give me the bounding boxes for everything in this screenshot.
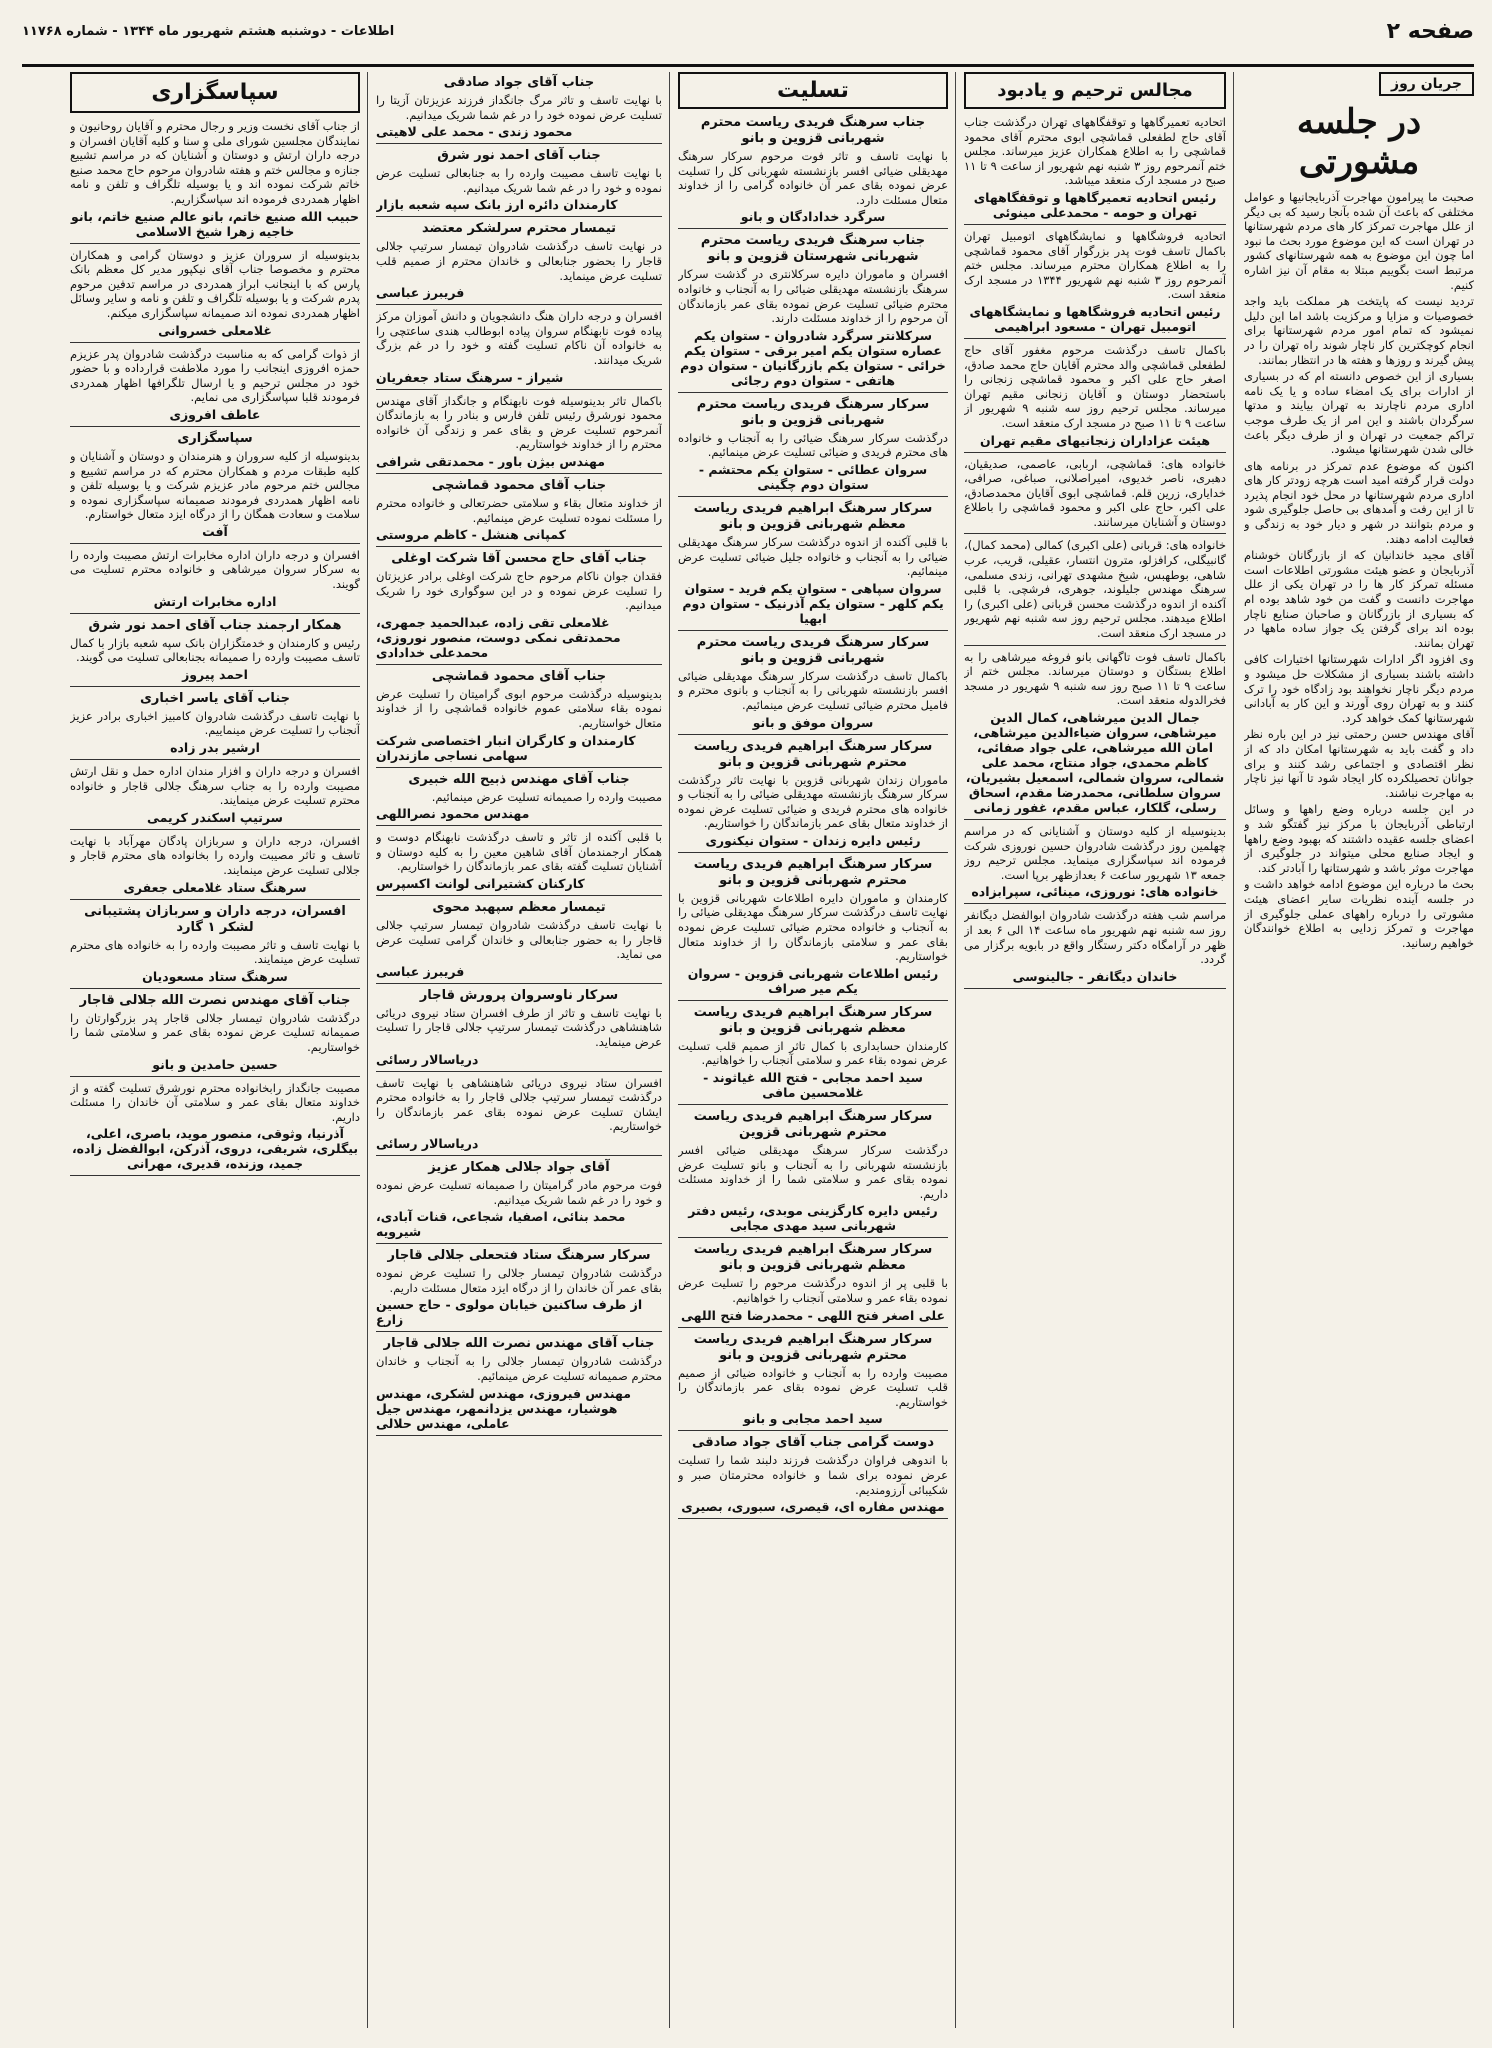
notice-divider xyxy=(678,734,948,735)
notice-text: از خداوند متعال بقاء و سلامتی حضرتعالی و خانواده محترم را مسئلت نموده تسلیت عرض مینمائیم. xyxy=(376,495,662,525)
notice-title: سرکار سرهنگ ابراهیم فریدی ریاست محترم شهربانی قزوین و بانو xyxy=(693,856,933,888)
notice-text: مصیبت جانگداز رابخانواده محترم نورشرق تسلیت گفته و از خداوند متعال بقای عمر و سلامتی آن خاندان را مسئلت داریم. xyxy=(70,1080,360,1124)
notice-text: با نهایت تاسف و تاثر فوت مرحوم سرکار سرهنگ مهدیقلی ضیائی افسر بازنشسته شهربانی کل را تسلیت عرض نموده بقای عمر آن خانواده گرامی را از خداوند متعال مسئلت دارد. xyxy=(678,149,948,207)
notice-text: باکمال تاسف درگذشت سرکار سرهنگ مهدیقلی ضیائی افسر بازنشسته شهربانی را به آنجناب و بانوی محترم و فامیل محترم ضیائی تسلیت عرض مینمائیم. xyxy=(678,668,948,712)
notice-divider xyxy=(70,543,360,544)
notice-signature: خانواده های: نوروزی، مینائی، سپرابزاده xyxy=(971,884,1219,900)
paragraph: بحث ما درباره این موضوع ادامه خواهد داشت و در جلسه آینده نظریات سایر اعضای هیئت مشورتی را درباره راههای عملی جلوگیری از مهاجرت و تمرکز زدایی به اطلاع خوانندگان خواهیم رسانید. xyxy=(1244,877,1474,950)
notice-text: از ذوات گرامی که به مناسبت درگذشت شادروان پدر عزیزم حمزه افروزی اینجانب را مورد ملاطفت قرارداده و با حضور خود در مجلس ترحیم و یا ارسال تلگرافها اظهار همدردی فرمودند قلبا سپاسگزاری می نمایم. xyxy=(70,346,360,405)
paragraph: اکنون که موضوع عدم تمرکز در برنامه های دولت قرار گرفته امید است هرچه زودتر کار های اداری مردم شهرستانها در محل خود انجام پذیرد تا از این رفت و آمدهای بی حاصل جلوگیری شود و مردم بتوانند در شهر و دیار خود به زندگی و فعالیت ادامه دهند. xyxy=(1244,458,1474,546)
paragraph: آقای مهندس حسن رحمتی نیز در این باره نظر داد و گفت باید به شهرستانها امکان داد که از نظر اقتصادی و اجتماعی رشد کنند و برای جوانان تحصیلکرده کار ایجاد شود تا آنها نیز ناچار به مهاجرت نباشند. xyxy=(1244,727,1474,800)
notice-title: افسران، درجه داران و سربازان پشتیبانی لشکر ۱ گارد xyxy=(84,903,346,935)
notice-divider xyxy=(70,899,360,900)
notice-signature: سرگرد خدادادگان و بانو xyxy=(740,209,886,225)
notice-signature: عاطف افروزی xyxy=(169,406,261,422)
notice-signature: کارمندان دائره ارز بانک سپه شعبه بازار xyxy=(376,197,618,213)
notice-title: سرکار سرهنگ فریدی ریاست محترم شهربانی قزوین و بانو xyxy=(696,634,930,666)
notice-divider xyxy=(678,1104,948,1105)
notice-divider xyxy=(376,895,662,896)
notice-text: افسران، درجه داران و سربازان پادگان مهرآباد با نهایت تاسف و تاثر مصیبت وارده را بخانواده های محترم قاجار و جلالی تسلیت عرض مینمایند. xyxy=(70,833,360,877)
notice-signature: سید احمد مجابی و بانو xyxy=(743,1411,883,1427)
notice-title: جناب سرهنگ فریدی ریاست محترم شهربانی قزوین و بانو xyxy=(700,115,926,146)
notice-text: درگذشت شادروان تیمسار جلالی را به آنجناب و خاندان محترم صمیمانه تسلیت عرض مینمائیم. xyxy=(376,1354,662,1383)
notice-signature: ارشیر بدر زاده xyxy=(170,740,260,756)
notice-signature: مهندس بیژن باور - محمدتقی شرافی xyxy=(376,453,605,469)
section-header: سپاسگزاری xyxy=(70,72,360,113)
notice-text: درگذشت شادروان تیمسار جلالی قاجار پدر بزرگوارتان را صمیمانه تسلیت عرض نموده بقای عمر و سلامتی شما را خواستاریم. xyxy=(70,1010,360,1054)
notice-divider xyxy=(376,664,662,665)
notice-divider xyxy=(376,546,662,547)
notice-text: خانواده های: قربانی (علی اکبری) کمالی (محمد کمال)، گانبیگلی، کرافزلو، مترون انتسار، عقیلی، قریب، عرب شاهی، بوطهبس، شیخ مشهدی تهرانی، زندی مسلمی، سرهنگ مهندس جلیلوند، جوهری، فرشچی. با قلبی آکنده از اندوه درگذشت محسن قربانی (علی اکبری) را اطلاع میدهند. مجلس ترحیم روز سه شنبه نهم شهریور در مسجد ارک منعقد است. xyxy=(964,538,1226,641)
notice-title: سرکار سرهنگ فریدی ریاست محترم شهربانی قزوین و بانو xyxy=(696,396,930,428)
notice-title: سرکار سرهنگ ابراهیم فریدی ریاست معظم شهربانی قزوین و بانو xyxy=(693,500,933,532)
notice-title: جناب سرهنگ فریدی ریاست محترم شهربانی شهرستان قزوین و بانو xyxy=(700,233,926,265)
notice-signature: احمد پیروز xyxy=(182,666,248,682)
notice-divider xyxy=(376,143,662,144)
notice-text: با قلبی پر از اندوه درگذشت مرحوم را تسلیت عرض نموده بقاء عمر و سلامتی آنجناب را خواهانیم. xyxy=(678,1276,948,1305)
notice-divider xyxy=(70,1076,360,1077)
paragraph: بسیاری از این خصوص دانسته ام که در بسیاری از ادارات برای یک امضاء ساده و یا یک نامه اداری مردم ناچارند به تهران بیایند و مدتها سرگردان باشند و این امر از یک طرف موجب تراکم جمعیت در تهران و از طرف دیگر باعث خالی شدن شهرستانها میشود. xyxy=(1244,369,1474,457)
notice-signature: رئیس اطلاعات شهربانی قزوین - سروان یکم میر صراف xyxy=(687,965,939,996)
notice-divider xyxy=(376,1155,662,1156)
notice-text: باکمال تاسف فوت تاگهانی بانو فروغه میرشاهی را به اطلاع بستگان و دوستان میرساند. مجلس ختم از ساعت ۹ تا ۱۱ صبح روز سه شنبه ۹ شهریور در مسجد فخرالدوله منعقد است. xyxy=(964,649,1226,708)
section-header: تسلیت xyxy=(678,72,948,109)
notice-text: بدینوسیله از کلیه دوستان و آشنایانی که در مراسم چهلمین روز درگذشت شادروان حسین نوروزی شرکت فرموده اند سپاسگزاری مینماید. مجلس ترحیم روز جمعه ۱۳ شهریور ساعت ۶ بعدازظهر برپا است. xyxy=(964,824,1226,882)
notice-signature: فریبرز عباسی xyxy=(376,285,465,301)
notice-text: بدینوسیله درگذشت مرحوم ابوی گرامیتان را تسلیت عرض نموده بقاء سلامتی عموم خانواده قماشچی را از خداوند متعال خواستاریم. xyxy=(376,686,662,731)
notice-title: سرکار ناوسروان پرورش قاجار xyxy=(419,987,619,1003)
notice-title: جناب آقای مهندس نصرت الله جلالی قاجار xyxy=(383,1336,655,1352)
notice-divider xyxy=(678,496,948,497)
notice-signature: خاندان دیگانفر - جالینوسی xyxy=(1012,968,1178,984)
notice-divider xyxy=(964,533,1226,534)
notice-signature: رئیس دایره زندان - ستوان نیکنوری xyxy=(705,832,921,848)
notice-divider xyxy=(376,389,662,390)
notice-divider xyxy=(70,243,360,244)
notice-title: تیمسار محترم سرلشکر معتضد xyxy=(421,221,617,237)
notice-text: باکمال تاثر بدینوسیله فوت نابهنگام و جانگداز آقای مهندس محمود نورشرق رئیس تلفن فارس و بنادر را به بازماندگان آنمرحوم تسلیت عرض و بقای عمر و زندگی آن خانواده محترم را از خداوند خواستاریم. xyxy=(376,393,662,452)
notice-signature: رئیس اتحادیه تعمیرگاهها و توقفگاههای تهران و حومه - محمدعلی مینوئی xyxy=(973,189,1217,220)
notice-signature: حسین حامدین و بانو xyxy=(152,1056,278,1072)
notice-title: سرکار سرهنگ ابراهیم فریدی ریاست معظم شهربانی قزوین و بانو xyxy=(693,1004,933,1036)
notice-signature: دریاسالار رسائی xyxy=(376,1051,479,1067)
notice-title: دوست گرامی جناب آقای جواد صادقی xyxy=(691,1435,935,1451)
notice-text: خانواده های: قماشچی، اربابی، عاصمی، صدیقیان، دهبری، ناصر خدیوی، امیراصلانی، صباغی، صرافی، خدایاری، زرین قلم. قماشچی ابوی آقایان محمدصادق، علی اکبر، حاج علی اکبر و محمود قماشچی را باطلاع دوستان و آشنایان میرسانند. xyxy=(964,456,1226,529)
notice-signature: غلامعلی خسروانی xyxy=(158,322,272,338)
notice-title: آقای جواد جلالی همکار عزیز xyxy=(428,1159,610,1175)
notice-signature: جمال الدین میرشاهی، کمال الدین میرشاهی، سروان ضیاءالدین میرشاهی، امان الله میرشاهی، علی جواد صفائی، کاظم محمدی، جواد منتاج، محمد علی شمالی، سروان شمالی، اسمعیل بشیریان، سروان سلطانی، محمدرضا مقدم، اسحاق رسلی، گلکار، عباس مقدم، غفور زمانی xyxy=(965,710,1225,815)
notice-signature: کارمندان و کارگران انبار اختصاصی شرکت سهامی نساجی مازندران xyxy=(376,732,636,763)
column-divider xyxy=(955,72,956,2028)
notice-text: کارمندان حسابداری با کمال تاثر از صمیم قلب تسلیت عرض نموده بقاء عمر و سلامتی آنجناب را خواهانیم. xyxy=(678,1038,948,1068)
notice-divider xyxy=(70,988,360,989)
notice-divider xyxy=(678,630,948,631)
notice-divider xyxy=(678,1237,948,1238)
notice-divider xyxy=(376,1331,662,1332)
paragraph: وی افزود اگر ادارات شهرستانها اختیارات کافی داشته باشند بسیاری از مشکلات حل میشود و مردم دیگر ناچار نخواهند بود زادگاه خود را ترک کنند و به تهران روی آورند و این کار به آبادانی شهرستانها کمک خواهد کرد. xyxy=(1244,652,1474,725)
notice-text: ماموران زندان شهربانی قزوین با نهایت تاثر درگذشت سرکار سرهنگ بازنشسته مهدیقلی ضیائی را به آنجناب و خانواده های محترم فریدی و ضیائی تسلیت عرض نموده از خداوند متعال بقای عمر بازماندگان را خواستاریم. xyxy=(678,772,948,831)
notice-text: مصیبت وارده را صمیمانه تسلیت عرض مینمائیم. xyxy=(431,789,662,804)
notice-text: از جناب آقای نخست وزیر و رجال محترم و آقایان روحانیون و نمایندگان مجلسین شورای ملی و سنا و کلیه آقایان افسران و درجه داران ارتش و دوستان و آشنایان که در مراسم تشییع جنازه و مجالس ختم و هفته شادروان مرحوم حاج محمد صنیع خاتم شرکت نموده اند و یا بوسیله تلگراف و تلفن و نامه اظهار همدردی فرموده اند سپاسگزاریم. xyxy=(70,119,360,206)
notice-title: سرکار سرهنگ ابراهیم فریدی ریاست محترم شهربانی قزوین و بانو xyxy=(693,738,933,770)
notice-text: کارمندان و ماموران دایره اطلاعات شهربانی قزوین با نهایت تاسف درگذشت سرکار سرهنگ مهدیقلی ضیائی را به آنجناب و خانواده محترم ضیائی تسلیت عرض نموده بقای عمر و سلامتی بازماندگان را از خداوند متعال خواستاریم. xyxy=(678,890,948,964)
kicker-wrap xyxy=(1244,72,1474,96)
notice-text: افسران ستاد نیروی دریائی شاهنشاهی با نهایت تاسف درگذشت تیمسار سرتیپ جلالی قاجار را به خانواده محترم ایشان تسلیت عرض نموده بقای عمر بازماندگان را خواستاریم. xyxy=(376,1075,662,1134)
notice-divider xyxy=(964,988,1226,989)
notice-signature: اداره مخابرات ارتش xyxy=(153,593,277,609)
notice-text: با نهایت تاسف و تاثر مصیبت وارده را به خانواده های محترم تسلیت عرض مینمایند. xyxy=(70,937,360,967)
notice-divider xyxy=(70,1175,360,1176)
notice-divider xyxy=(678,852,948,853)
headline: در جلسه مشورتی xyxy=(1296,102,1422,182)
paragraph: در این جلسه درباره وضع راهها و وسائل ارتباطی آذربایجان با مرکز نیز گفتگو شد و اعضای جلسه عقیده داشتند که بهبود وضع راهها و ایجاد صنایع محلی میتواند در جلوگیری از مهاجرت موثر باشد و شهرستانها را آبادتر کند. xyxy=(1244,802,1474,875)
column-condolences-b xyxy=(376,72,662,2030)
notice-signature: دریاسالار رسائی xyxy=(376,1135,479,1151)
notice-title: جناب آقای مهندس ذبیح الله خبیری xyxy=(408,771,630,787)
notice-divider xyxy=(678,228,948,229)
notice-title: جناب آقای محمود قماشچی xyxy=(431,477,607,493)
notice-signature: سرهنگ ستاد غلامعلی جعفری xyxy=(123,879,307,895)
notice-signature: آفت xyxy=(202,523,228,539)
notice-signature: علی اصغر فتح اللهی - محمدرضا فتح اللهی xyxy=(680,1307,945,1323)
notice-text: افسران و درجه داران هنگ دانشجویان و دانش آموزان مرکز پیاده فوت نابهنگام سروان پیاده ابوطالب هندی ساعتچی را به خانواده آن ناکام تسلیت گفته و خود را در غم بزرگ شریک میدانند. xyxy=(376,309,662,367)
notice-signature: رئیس اتحادیه فروشگاهها و نمایشگاههای اتومبیل تهران - مسعود ابراهیمی xyxy=(969,303,1221,334)
notice-text: درگذشت شادروان تیمسار جلالی را تسلیت عرض نموده بقای عمر آن خاندان را از درگاه ایزد متعال مسئلت داریم. xyxy=(376,1266,662,1295)
notice-divider xyxy=(376,216,662,217)
newspaper-page xyxy=(22,14,1474,2034)
notice-title: جناب آقای حاج محسن آقا شرکت اوغلی xyxy=(391,551,647,567)
notice-signature: مهندس فیروزی، مهندس لشکری، مهندس هوشیار، مهندس یزدانمهر، مهندس جیل عاملی، مهندس حلالی xyxy=(376,1385,631,1431)
column-divider xyxy=(367,72,368,2028)
notice-signature: سرتیپ اسکندر کریمی xyxy=(147,809,283,825)
notice-signature: سید احمد مجابی - فتح الله غیاثوند - غلامحسین مافی xyxy=(703,1070,923,1101)
notice-text: افسران و درجه داران و افزار مندان اداره حمل و نقل ارتش مصیبت وارده را به جناب سرهنگ جلالی قاجار و خانواده محترم تسلیت عرض مینمایند. xyxy=(70,764,360,808)
column-divider xyxy=(669,72,670,2028)
paragraph: صحبت ما پیرامون مهاجرت آذربایجانیها و عوامل مختلفی که باعث آن شده بآنجا رسید که بی دیگر از علل مهاجرت تمرکز کار های مردم شهرستانها در تهران است که این موضوع مورد بحث ما نبود اما چون این موضوع به همه شهرستانهای کشور مرتبط است بگوییم مبتلا به مقام آن نیز اشاره کنیم. xyxy=(1244,190,1474,292)
notice-divider xyxy=(376,304,662,305)
notice-divider xyxy=(376,473,662,474)
notice-signature: کمپانی هنشل - کاظم مروستی xyxy=(376,527,566,543)
notice-signature: سرکلانتر سرگرد شادروان - ستوان یکم عصاره ستوان یکم امیر برقی - ستوان یکم خرائی - ستوان یکم بازرگانیان - ستوان دوم هاتفی - ستوان دوم رجائی xyxy=(680,327,946,388)
notice-signature: حبیب الله صنیع خاتم، بانو عالم صنیع خاتم، بانو خاجیه زهرا شیخ الاسلامی xyxy=(70,208,360,239)
issue-info: اطلاعات - دوشنبه هشتم شهریور ماه ۱۳۴۴ - شماره ۱۱۷۶۸ xyxy=(22,23,395,39)
notice-divider xyxy=(964,452,1226,453)
notice-divider xyxy=(678,392,948,393)
notice-text: با قلبی آکنده از تاثر و تاسف درگذشت نابهنگام دوست و همکار ارجمندمان آقای شاهین معین را به کلیه دوستان و آشنایان تسلیت گفته بقای عمر بازماندگان را خواستاریم. xyxy=(376,830,662,874)
notice-text: درگذشت سرکار سرهنگ ضیائی را به آنجناب و خانواده های محترم فریدی و ضیائی تسلیت عرض مینمائیم. xyxy=(678,430,948,460)
notice-signature: محمود زندی - محمد علی لاهیتی xyxy=(376,124,573,140)
notice-signature: از طرف ساکنین خیابان مولوی - حاج حسین زارع xyxy=(376,1297,643,1328)
column-condolences-a xyxy=(678,72,948,2030)
notice-signature: سروان عطائی - ستوان یکم محتشم - ستوان دوم چگینی xyxy=(698,461,928,492)
section-header: مجالس ترحیم و یادبود xyxy=(964,72,1226,109)
notice-text: افسران و ماموران دایره سرکلانتری در گذشت سرکار سرهنگ بازنشسته مهدیقلی ضیائی را به آنجناب و خانواده محترم ضیائی تسلیت عرض نموده بقای عمر بازماندگان آن مرحوم را از خداوند مسئلت دارند. xyxy=(678,267,948,326)
notice-divider xyxy=(376,1243,662,1244)
notice-text: با نهایت تاسف مصیبت وارده را به جنابعالی تسلیت عرض نموده و خود را در غم شما شریک میدانیم. xyxy=(376,166,662,195)
notice-text: اتحادیه تعمیرگاهها و توقفگاههای تهران درگذشت جناب آقای حاج لطفعلی قماشچی ابوی محترم آقای محمود قماشچی را به اطلاع همکاران عزیز میرساند. مجلس ختم آنمرحوم روز ۳ شنبه نهم شهریور از ساعت ۹ تا ۱۱ صبح در مسجد ارک منعقد میباشد. xyxy=(964,115,1226,188)
notice-title: جناب آقای مهندس نصرت الله جلالی قاجار xyxy=(79,992,351,1008)
notice-signature: آذرنیا، وثوقی، منصور موید، باصری، اعلی، بیگلری، شریفی، دروی، آذرکن، ابوالفضل زاده، جمید، وزنده، قدیری، مهرانی xyxy=(71,1126,359,1172)
notice-divider xyxy=(376,1071,662,1072)
notice-signature: هیئت عزاداران زنجانیهای مقیم تهران xyxy=(979,432,1211,448)
notice-divider xyxy=(964,903,1226,904)
notice-signature: رئیس دایره کارگزینی موبدی، رئیس دفتر شهربانی سید مهدی مجابی xyxy=(688,1203,938,1234)
notice-title: سرکار سرهنگ ابراهیم فریدی ریاست محترم شهربانی قزوین xyxy=(693,1109,933,1141)
notice-text: درگذشت سرکار سرهنگ مهدیقلی ضیائی افسر بازنشسته شهربانی را به آنجناب و بانو تسلیت عرض نموده بقای عمر و سلامتی شما را از خداوند مسئلت داریم. xyxy=(678,1143,948,1201)
notice-title: جناب آقای یاسر اخباری xyxy=(139,690,290,706)
notice-title: سرکار سرهنگ ابراهیم فریدی ریاست معظم شهربانی قزوین و بانو xyxy=(693,1242,933,1274)
notice-title: سرکار سرهنگ ابراهیم فریدی ریاست محترم شهربانی قزوین و بانو xyxy=(693,1331,933,1363)
column-divider xyxy=(1233,72,1234,2028)
notice-signature: مهندس مفاره ای، قیصری، سبوری، بصیری xyxy=(681,1499,945,1515)
notice-text: با اندوهی فراوان درگذشت فرزند دلبند شما را تسلیت عرض نموده برای شما و خانواده محترمتان صبر و شکیبائی آرزومندیم. xyxy=(678,1453,948,1497)
notice-text: مصیبت وارده را به آنجناب و خانواده ضیائی از صمیم قلب تسلیت عرض نموده بقای عمر بازماندگان را خواستاریم. xyxy=(678,1365,948,1409)
notice-text: با نهایت تاسف و تاثر از طرف افسران ستاد نیروی دریائی شاهنشاهی درگذشت تیمسار سرتیپ جلالی قاجار را تسلیت عرض مینماید. xyxy=(376,1005,662,1049)
notice-title: تیمسار معظم سپهبد محوی xyxy=(432,900,606,916)
notice-divider xyxy=(376,825,662,826)
notice-text: فقدان جوان ناکام مرحوم حاج شرکت اوغلی برادر عزیزتان را تسلیت عرض نموده و در این سوگواری خود را شریک میدانیم. xyxy=(376,569,662,613)
notice-title: سپاسگزاری xyxy=(177,430,253,446)
notice-signature: فریبرز عباسی xyxy=(376,963,465,979)
notice-title: جناب آقای جواد صادقی xyxy=(443,75,595,90)
notice-text: در نهایت تاسف درگذشت شادروان تیمسار سرتیپ جلالی قاجار را بحضور جنابعالی و خاندان محترم از صمیم قلب تسلیت عرض مینماید. xyxy=(376,239,662,283)
notice-title: سرکار سرهنگ ستاد فتحعلی جلالی قاجار xyxy=(387,1248,651,1264)
notice-signature: شیراز - سرهنگ ستاد جعفریان xyxy=(376,369,564,385)
notice-divider xyxy=(70,829,360,830)
notice-divider xyxy=(678,1430,948,1431)
notice-signature: غلامعلی تقی زاده، عبدالحمید جمهری، محمدتقی نمکی دوست، منصور نوروزی، محمدعلی خدادادی xyxy=(376,614,621,660)
notice-text: مراسم شب هفته درگذشت شادروان ابوالفضل دیگانفر روز سه شنبه نهم شهریور ماه ساعت ۱۴ الی ۶ بعد از ظهر در آرامگاه دکتر رستگار واقع در بابویه برگزار می گردد. xyxy=(964,908,1226,967)
notice-divider xyxy=(678,1327,948,1328)
notice-text: رئیس و کارمندان و خدمتگزاران بانک سپه شعبه بازار با کمال تاسف مصیبت وارده را صمیمانه بجنابعالی تسلیت می گویند. xyxy=(70,635,360,665)
paragraph: تردید نیست که پایتخت هر مملکت باید واجد خصوصیات و مزایا و مرکزیت باشد اما این دلیل نمیشود که تمام امور مردم شهرستانها برای انجام کوچکترین کار ناچار شوند راه تهران را در پیش گیرند و روزها و هفته ها در انتظار بمانند. xyxy=(1244,294,1474,367)
notice-divider xyxy=(70,613,360,614)
page-number: صفحه ۲ xyxy=(1386,18,1474,44)
notice-divider xyxy=(964,338,1226,339)
notice-text: بدینوسیله از سروران عزیز و دوستان گرامی و همکاران محترم و مخصوصا جناب آقای نیکپور مدیر کل معظم بانک پارس که با اینجانب ابراز همدردی در مراسم تدفین مرحوم پدرم شرکت و یا بوسیله تلگراف و تلفن و نامه و سایر وسائل اظهار همدردی نموده اند صمیمانه سپاسگزاری میکنم. xyxy=(70,247,360,320)
notice-divider xyxy=(70,686,360,687)
notice-title: همکار ارجمند جناب آقای احمد نور شرق xyxy=(88,617,342,633)
column-editorial xyxy=(1244,72,1474,2030)
column-thanks xyxy=(70,72,360,2030)
notice-title: جناب آقای احمد نور شرق xyxy=(437,148,601,164)
notice-text: با نهایت تاسف درگذشت شادروان کامبیز اخباری برادر عزیز آنجناب را تسلیت عرض مینماییم. xyxy=(70,708,360,738)
notice-title: جناب آقای محمود قماشچی xyxy=(431,668,607,684)
notice-divider xyxy=(376,767,662,768)
notice-divider xyxy=(376,1435,662,1436)
paragraph: آقای مجید خاندانیان که از بازرگانان خوشنام آذربایجان و عضو هیئت مشورتی اطلاعات است مسئله تمرکز کار ها را در تهران یکی از علل مهاجرت دانست و گفت من خود شاهد بوده ام که بسیاری از بازرگانان و صاحبان صنایع ناچار بوده اند برای گرفتن یک جواز ساده ماهها در تهران بمانند. xyxy=(1244,548,1474,650)
notice-text: افسران و درجه داران اداره مخابرات ارتش مصیبت وارده را به سرکار سروان میرشاهی و خانواده محترم تسلیت می گویند. xyxy=(70,547,360,592)
notice-divider xyxy=(70,759,360,760)
column-kicker: جریان روز xyxy=(1379,72,1474,96)
notice-signature: کارکنان کشتیرانی لوانت اکسپرس xyxy=(376,876,585,892)
notice-signature: محمد بنائی، اصفیا، شجاعی، قنات آبادی، شیرویه xyxy=(376,1209,626,1240)
notice-text: باکمال تاسف درگذشت مرحوم مغفور آقای حاج لطفعلی قماشچی والد محترم آقایان حاج محمد صادق، اصغر حاج علی اکبر و محمود قماشچی زنجانی را باستحضار دوستان و آقایان زنجانی مقیم تهران میرساند. مجلس ترحیم روز سه شنبه ۹ شهریور از ساعت ۹ تا ۱۱ صبح در مسجد ارک منعقد است. xyxy=(964,342,1226,430)
notice-divider xyxy=(678,1518,948,1519)
notice-divider xyxy=(964,224,1226,225)
masthead-rule xyxy=(22,64,1474,67)
notice-divider xyxy=(964,819,1226,820)
notice-text: اتحادیه فروشگاهها و نمایشگاههای اتومبیل تهران باکمال تاسف فوت پدر بزرگوار آقای محمود قماشچی را به اطلاع همکاران محترم میرساند. مجلس ختم آنمرحوم روز ۳ شنبه نهم شهریور ۱۳۴۴ در مسجد ارک منعقد است. xyxy=(964,228,1226,302)
notice-divider xyxy=(964,645,1226,646)
notice-text: با نهایت تاسف درگذشت شادروان تیمسار سرتیپ جلالی قاجار را به حضور جنابعالی و خاندان گرامی تسلیت عرض می نماید. xyxy=(376,918,662,962)
notice-divider xyxy=(678,1000,948,1001)
notice-signature: سروان موفق و بانو xyxy=(752,714,874,730)
column-memorials xyxy=(964,72,1226,2030)
notice-signature: مهندس محمود نصراللهی xyxy=(376,806,530,822)
notice-text: با قلبی آکنده از اندوه درگذشت سرکار سرهنگ مهدیقلی ضیائی را به آنجناب و خانواده جلیل ضیائی تسلیت عرض مینمائیم. xyxy=(678,534,948,579)
masthead xyxy=(22,14,1474,48)
notice-divider xyxy=(70,342,360,343)
notice-divider xyxy=(376,983,662,984)
notice-text: بدینوسیله از کلیه سروران و هنرمندان و دوستان و آشنایان و کلیه طبقات مردم و همکاران محترم که در مراسم تشییع و مجالس ختم مرحوم مادر عزیزم شرکت و یا بوسیله تلفن و نامه اظهار همدردی فرمودند صمیمانه سپاسگزاری نموده و سلامت و سعادت همگان را از درگاه ایزد متعال خواستارم. xyxy=(70,448,360,522)
notice-divider xyxy=(70,426,360,427)
notice-signature: سروان سپاهی - ستوان یکم فرید - ستوان یکم کلهر - ستوان یکم آذرنیک - ستوان دوم ابهیا xyxy=(682,580,944,626)
notice-text: فوت مرحوم مادر گرامیتان را صمیمانه تسلیت عرض نموده و خود را در غم شما شریک میدانیم. xyxy=(376,1177,662,1207)
notice-text: با نهایت تاسف و تاثر مرگ جانگداز فرزند عزیزتان آزیتا را تسلیت عرض نموده خود را در غم شما شریک میدانیم. xyxy=(376,93,662,122)
notice-signature: سرهنگ ستاد مسعودیان xyxy=(142,968,288,984)
